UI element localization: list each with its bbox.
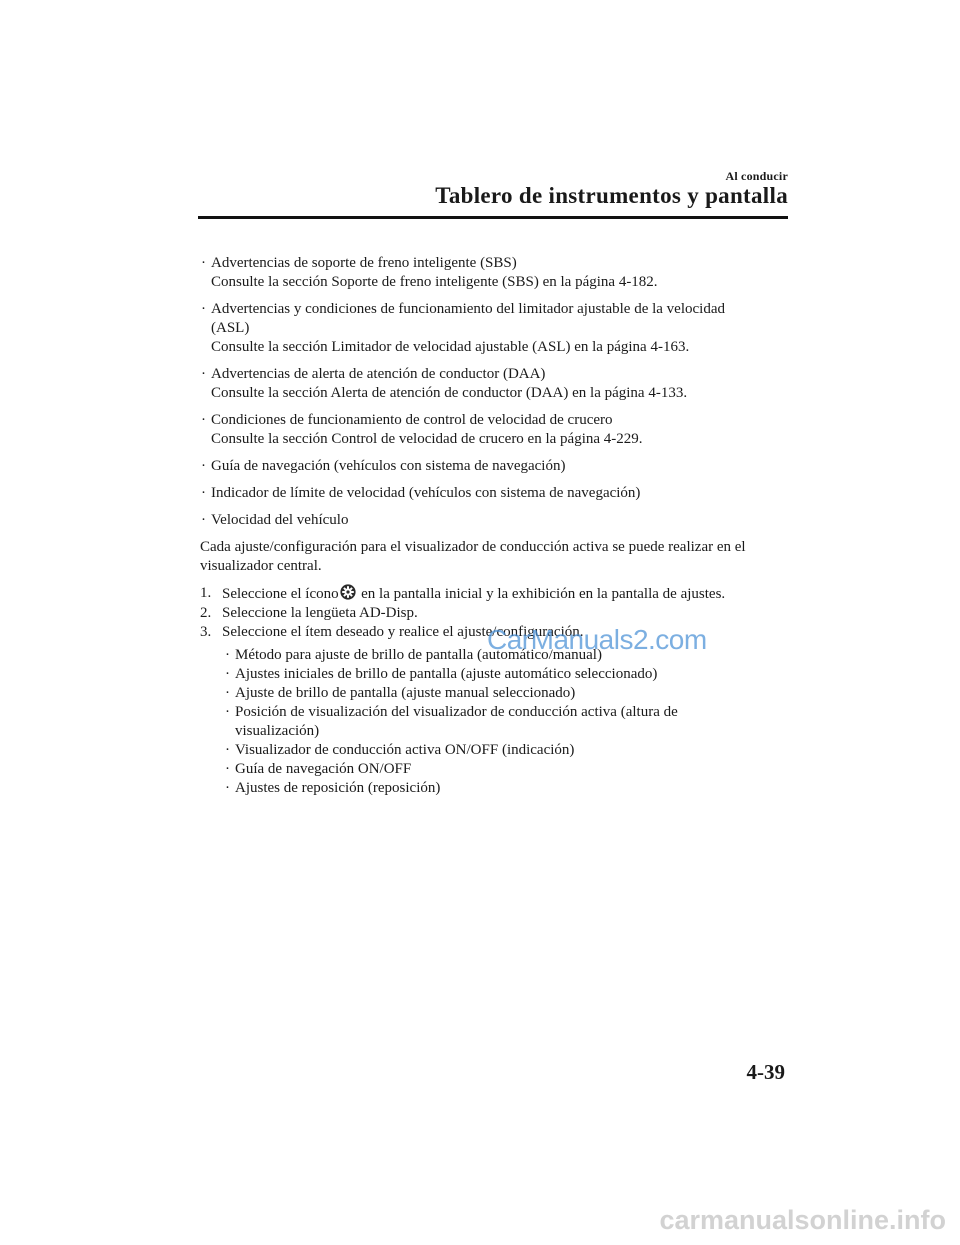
list-item-line: Indicador de límite de velocidad (vehículos con sistema de navegación) [211, 485, 641, 501]
list-item-line: Advertencias de alerta de atención de conductor (DAA) [211, 366, 546, 382]
step-text: Seleccione el ítem deseado y realice el ajuste/configuración. [222, 624, 584, 640]
step-number: 1. [200, 585, 212, 601]
step-number: 3. [200, 624, 212, 640]
list-item [200, 411, 800, 449]
intro-line-2: visualizador central. [200, 558, 322, 574]
list-item-line: Condiciones de funcionamiento de control de velocidad de crucero [211, 412, 613, 428]
list-item-line: Velocidad del vehículo [211, 512, 349, 528]
bullet-list [200, 254, 800, 530]
list-item-line: Consulte la sección Soporte de freno inteligente (SBS) en la página 4-182. [211, 274, 658, 290]
header-section-label: Al conducir [725, 169, 788, 183]
step-number: 2. [200, 605, 212, 621]
sub-list-item [222, 684, 800, 703]
list-item [200, 254, 800, 292]
list-item-line: Advertencias de soporte de freno inteligente (SBS) [211, 255, 517, 271]
bullet-dot: · [201, 255, 206, 271]
bullet-dot: · [225, 742, 230, 758]
bullet-dot: · [201, 458, 206, 474]
bullet-dot: · [201, 512, 206, 528]
sub-list-item [222, 665, 800, 684]
intro-paragraph [200, 538, 800, 576]
footer-watermark: carmanualsonline.info [659, 1205, 946, 1235]
gear-icon [340, 584, 356, 600]
bullet-dot: · [201, 366, 206, 382]
bullet-dot: · [225, 780, 230, 796]
list-item [200, 300, 800, 357]
bullet-dot: · [225, 685, 230, 701]
sub-list [222, 646, 800, 798]
sub-list-item [222, 779, 800, 798]
list-item [200, 484, 800, 503]
list-item-line: Advertencias y condiciones de funcionamiento del limitador ajustable de la velocidad [211, 301, 725, 317]
watermark: CarManuals2.com [487, 624, 707, 655]
step-item [200, 604, 800, 623]
bullet-dot: · [225, 761, 230, 777]
list-item-line: Guía de navegación (vehículos con sistema de navegación) [211, 458, 566, 474]
step-item [200, 584, 800, 604]
intro-line-1: Cada ajuste/configuración para el visualizador de conducción activa se puede realizar en el [200, 539, 746, 555]
list-item-line: Consulte la sección Alerta de atención de conductor (DAA) en la página 4-133. [211, 385, 688, 401]
list-item [200, 365, 800, 403]
sub-list-item-line: visualización) [235, 723, 320, 739]
sub-list-item-line: Guía de navegación ON/OFF [235, 761, 412, 777]
bullet-dot: · [201, 412, 206, 428]
list-item-line: Consulte la sección Control de velocidad de crucero en la página 4-229. [211, 431, 643, 447]
bullet-dot: · [225, 666, 230, 682]
bullet-dot: · [225, 704, 230, 720]
page-title: Tablero de instrumentos y pantalla [435, 183, 788, 208]
step-text-before-icon: Seleccione el ícono [222, 586, 339, 602]
step-text: Seleccione la lengüeta AD-Disp. [222, 605, 418, 621]
sub-list-item [222, 741, 800, 760]
sub-list-item-line: Visualizador de conducción activa ON/OFF (indicación) [235, 742, 575, 758]
bullet-dot: · [201, 301, 206, 317]
sub-list-item [222, 703, 800, 741]
header-rule [198, 216, 788, 219]
content [200, 254, 800, 798]
bullet-dot: · [201, 485, 206, 501]
sub-list-item-line: Posición de visualización del visualizador de conducción activa (altura de [235, 704, 678, 720]
bullet-dot: · [225, 647, 230, 663]
sub-list-item-line: Ajuste de brillo de pantalla (ajuste manual seleccionado) [235, 685, 576, 701]
sub-list-item-line: Método para ajuste de brillo de pantalla (automático/manual) [235, 647, 602, 663]
page-number: 4-39 [746, 1060, 785, 1084]
list-item [200, 511, 800, 530]
list-item-line: Consulte la sección Limitador de velocidad ajustable (ASL) en la página 4-163. [211, 339, 690, 355]
sub-list-item-line: Ajustes iniciales de brillo de pantalla (ajuste automático seleccionado) [235, 666, 658, 682]
sub-list-item [222, 760, 800, 779]
list-item-line: (ASL) [211, 320, 250, 336]
sub-list-item-line: Ajustes de reposición (reposición) [235, 780, 441, 796]
list-item [200, 457, 800, 476]
step-text-after-icon: en la pantalla inicial y la exhibición en la pantalla de ajustes. [361, 586, 726, 602]
